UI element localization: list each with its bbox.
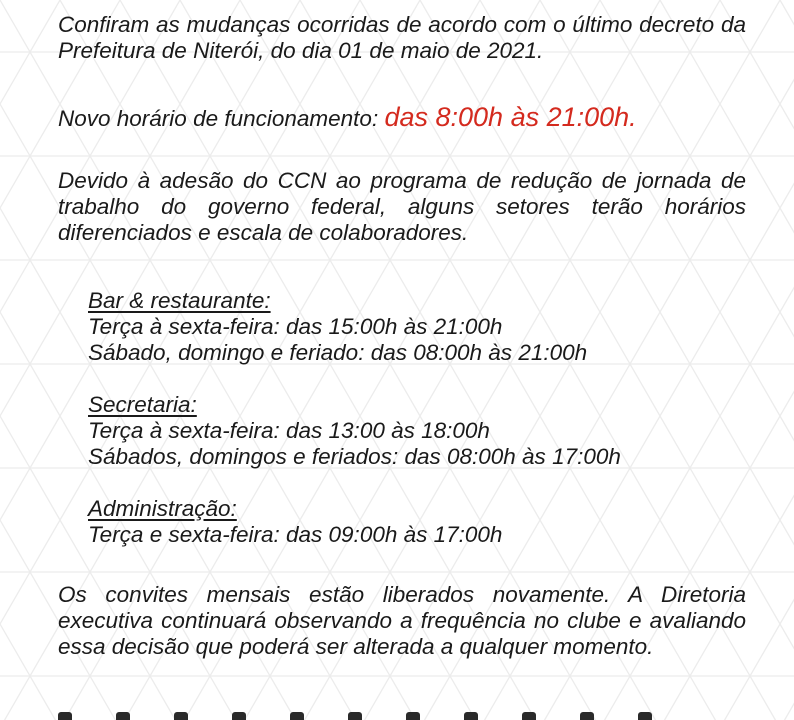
intro-paragraph: Confiram as mudanças ocorridas de acordo com o último decreto da Prefeitura de Niterói, do dia 01 de maio de 2021. — [58, 12, 746, 63]
schedule-line: Sábado, domingo e feriado: das 08:00h às 21:00h — [88, 340, 588, 365]
section-title: Administração: — [88, 496, 237, 521]
opening-hours-label: Novo horário de funcionamento: — [58, 106, 379, 131]
section-administracao — [88, 496, 728, 548]
section-bar-restaurante — [88, 288, 728, 366]
section-title: Bar & restaurante: — [88, 288, 271, 313]
ccn-notice-paragraph: Devido à adesão do CCN ao programa de redução de jornada de trabalho do governo federal, alguns setores terão horários diferenciados e escala de colaboradores. — [58, 168, 746, 245]
convites-paragraph: Os convites mensais estão liberados novamente. A Diretoria executiva continuará observando a frequência no clube e avaliando essa decisão que poderá ser alterada a qualquer momento. — [58, 582, 746, 659]
schedule-line: Terça e sexta-feira: das 09:00h às 17:00h — [88, 522, 503, 547]
schedule-line: Terça à sexta-feira: das 15:00h às 21:00h — [88, 314, 503, 339]
section-title: Secretaria: — [88, 392, 197, 417]
section-secretaria — [88, 392, 728, 470]
schedule-line: Sábados, domingos e feriados: das 08:00h às 17:00h — [88, 444, 621, 469]
schedule-line: Terça à sexta-feira: das 13:00 às 18:00h — [88, 418, 490, 443]
cropped-text-line — [58, 712, 746, 720]
opening-hours-paragraph — [58, 104, 746, 132]
opening-hours-value: das 8:00h às 21:00h. — [384, 102, 637, 132]
